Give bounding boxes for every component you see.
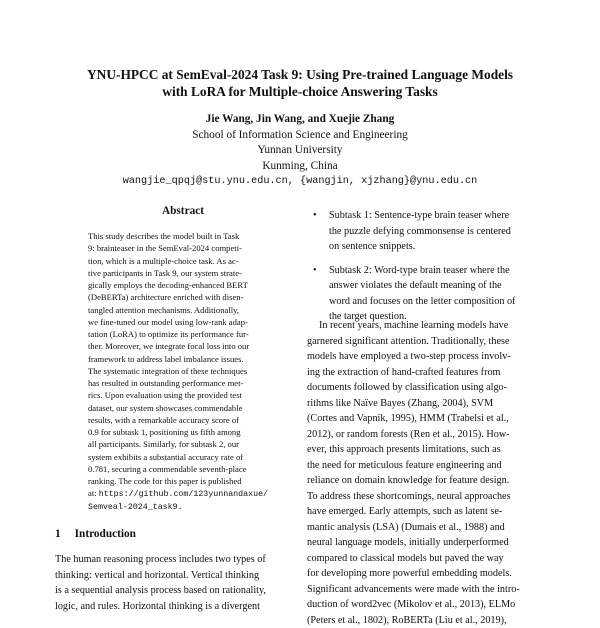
para-line: garnered significant attention. Traditionally, these (307, 334, 559, 350)
author-emails: wangjie_qpqj@stu.ynu.edu.cn, {wangjin, xjzhang}@ynu.edu.cn (40, 174, 560, 190)
para-line: rithms like Naïve Bayes (Zhang, 2004), SVM (307, 396, 559, 412)
code-link[interactable]: https://github.com/123yunnandaxue/ (99, 490, 268, 499)
paper-title (40, 66, 560, 100)
subtask-line: the puzzle defying commonsense is centered (329, 224, 557, 240)
intro-line: The human reasoning process includes two types of (55, 552, 300, 568)
abstract-line: tangled attention mechanisms. Additionally, (88, 304, 283, 316)
code-link-continued[interactable]: Semveal-2024_task9. (88, 502, 283, 514)
abstract-line: gically employs the decoding-enhanced BERT (88, 279, 283, 291)
para-line: compared to classical models but paved the way (307, 551, 559, 567)
abstract-line: The systematic integration of these techniques (88, 365, 283, 377)
intro-line: is a sequential analysis process based on rationality, (55, 583, 300, 599)
subtask-line: answer violates the default meaning of the (329, 278, 557, 294)
affiliation-line: Yunnan University (40, 143, 560, 159)
intro-line: logic, and rules. Horizontal thinking is a divergent (55, 599, 300, 615)
abstract-line: framework to address label imbalance issues. (88, 353, 283, 365)
introduction-text (55, 552, 300, 614)
subtask-line: Subtask 1: Sentence-type brain teaser where (329, 208, 557, 224)
abstract-line: tation (LoRA) to optimize its performance fur- (88, 328, 283, 340)
abstract-line: rics. Upon evaluation using the provided test (88, 389, 283, 401)
para-line: To address these shortcomings, neural approaches (307, 489, 559, 505)
abstract-line: system exhibits a substantial accuracy rate of (88, 451, 283, 463)
para-line: models have employed a two-step process involv- (307, 349, 559, 365)
abstract-line: all participants. Similarly, for subtask 2, our (88, 438, 283, 450)
abstract-line: dataset, our system showcases commendable (88, 402, 283, 414)
abstract-line: results, with a remarkable accuracy score of (88, 414, 283, 426)
subtask-line: on sentence snippets. (329, 239, 557, 255)
abstract-line: tion, which is a multiple-choice task. As ac- (88, 255, 283, 267)
para-line: reliance on domain knowledge for feature design. (307, 473, 559, 489)
subtask-line: word and focuses on the letter composition of (329, 294, 557, 310)
right-column-paragraph (307, 318, 559, 628)
para-line: neural language models, initially underperformed (307, 535, 559, 551)
para-line: ever, this approach presents limitations, such as (307, 442, 559, 458)
subtask-item (307, 263, 557, 325)
abstract-line: has resulted in outstanding performance met- (88, 377, 283, 389)
section-heading (55, 528, 136, 540)
para-line: the need for meticulous feature engineering and (307, 458, 559, 474)
abstract-body (88, 230, 283, 514)
title-line: with LoRA for Multiple-choice Answering Tasks (40, 83, 560, 100)
abstract-line: we fine-tuned our model using low-rank adap- (88, 316, 283, 328)
subtask-line: Subtask 2: Word-type brain teaser where the (329, 263, 557, 279)
para-line: 2012), or random forests (Ren et al., 2015). How- (307, 427, 559, 443)
para-line: In recent years, machine learning models have (307, 318, 559, 334)
intro-line: thinking: vertical and horizontal. Vertical thinking (55, 568, 300, 584)
bullet-marker: • (313, 208, 317, 224)
abstract-line: ther. Moreover, we integrate focal loss into our (88, 340, 283, 352)
subtask-line: the target question. (329, 309, 557, 325)
abstract-link-line (88, 487, 283, 501)
author-names: Jie Wang, Jin Wang, and Xuejie Zhang (40, 112, 560, 128)
section-number: 1 (55, 528, 61, 540)
abstract-line: tive participants in Task 9, our system strate- (88, 267, 283, 279)
affiliation-line: Kunming, China (40, 159, 560, 175)
bullet-marker: • (313, 263, 317, 279)
para-line: have emerged. Early attempts, such as latent se- (307, 504, 559, 520)
para-line: mantic analysis (LSA) (Dumais et al., 1988) and (307, 520, 559, 536)
para-line: (Cortes and Vapnik, 1995), HMM (Trabelsi et al., (307, 411, 559, 427)
subtask-item (307, 208, 557, 255)
author-block (40, 112, 560, 190)
para-line: duction of word2vec (Mikolov et al., 2013), ELMo (307, 597, 559, 613)
abstract-line: 0.9 for subtask 1, positioning us fifth among (88, 426, 283, 438)
para-line: documents followed by classification using algo- (307, 380, 559, 396)
abstract-line: 9: brainteaser in the SemEval-2024 competi- (88, 242, 283, 254)
para-line: (Peters et al., 1802), RoBERTa (Liu et al., 2019), (307, 613, 559, 628)
abstract-line: 0.781, securing a commendable seventh-place (88, 463, 283, 475)
para-line: for developing more powerful embedding models. (307, 566, 559, 582)
title-line: YNU-HPCC at SemEval-2024 Task 9: Using Pre-trained Language Models (40, 66, 560, 83)
abstract-line: (DeBERTa) architecture enriched with disen- (88, 291, 283, 303)
abstract-link-prefix: at: (88, 488, 99, 498)
subtask-list (307, 208, 557, 333)
affiliation-line: School of Information Science and Engineering (40, 128, 560, 144)
abstract-heading: Abstract (88, 205, 278, 217)
section-title: Introduction (75, 528, 136, 540)
abstract-line: This study describes the model built in Task (88, 230, 283, 242)
para-line: Significant advancements were made with the intro- (307, 582, 559, 598)
abstract-line: ranking. The code for this paper is published (88, 475, 283, 487)
para-line: ing the extraction of hand-crafted features from (307, 365, 559, 381)
